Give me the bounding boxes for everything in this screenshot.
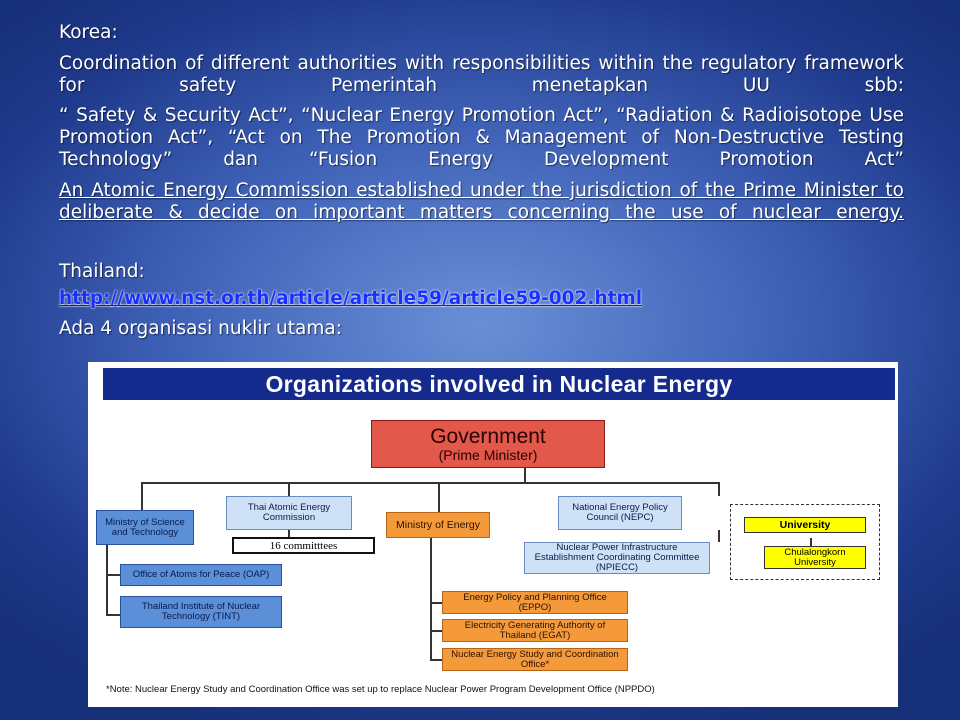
connector-line [141, 482, 143, 510]
thailand-intro: Ada 4 organisasi nuklir utama: [59, 318, 342, 339]
committees-box: 16 committtees [232, 537, 375, 554]
connector-line [106, 574, 120, 576]
thai-atomic-energy-commission-box: Thai Atomic Energy Commission [226, 496, 352, 530]
government-label: Government [430, 424, 546, 448]
government-box [371, 420, 605, 468]
egat-box: Electricity Generating Authority of Thailand (EGAT) [442, 619, 628, 642]
connector-line [718, 482, 720, 496]
connector-line [106, 614, 120, 616]
nepc-box: National Energy Policy Council (NEPC) [558, 496, 682, 530]
nesco-box: Nuclear Energy Study and Coordination Office* [442, 648, 628, 671]
prime-minister-label: (Prime Minister) [438, 446, 538, 463]
oap-box: Office of Atoms for Peace (OAP) [120, 564, 282, 586]
npiecc-box: Nuclear Power Infrastructure Establishment Coordinating Committee (NPIECC) [524, 542, 710, 574]
eppo-box: Energy Policy and Planning Office (EPPO) [442, 591, 628, 614]
connector-line [141, 482, 718, 484]
connector-line [430, 538, 432, 660]
nst-article-link[interactable]: http://www.nst.or.th/article/article59/article59-002.html [59, 288, 643, 309]
chulalongkorn-university-box: Chulalongkorn University [764, 546, 866, 569]
connector-line [438, 482, 440, 512]
korea-para-commission: An Atomic Energy Commission established under the jurisdiction of the Prime Minister to deliberate & decide on important matters concerning the use of nuclear energy. [59, 180, 904, 223]
korea-para-acts: “ Safety & Security Act”, “Nuclear Energy Promotion Act”, “Radiation & Radioisotope Use Promotion Act”, “Act on The Promotion & Management of Non-Destructive Testing Technology” dan “Fusion Energy Development Promotion Act” [59, 105, 904, 170]
thailand-link-row [59, 288, 904, 310]
connector-line [430, 602, 442, 604]
connector-line [288, 482, 290, 496]
ministry-science-technology-box: Ministry of Science and Technology [96, 510, 194, 545]
org-chart-note: *Note: Nuclear Energy Study and Coordination Office was set up to replace Nuclear Power Program Development Office (NPPDO) [106, 684, 655, 695]
connector-line [106, 545, 108, 615]
korea-heading: Korea: [59, 22, 118, 43]
thailand-heading: Thailand: [59, 261, 145, 282]
korea-para-coordination: Coordination of different authorities with responsibilities within the regulatory framework for safety Pemerintah menetapkan UU sbb: [59, 53, 904, 96]
ministry-energy-box: Ministry of Energy [386, 512, 490, 538]
university-box: University [744, 517, 866, 533]
connector-line [430, 659, 442, 661]
org-chart-title: Organizations involved in Nuclear Energy [103, 368, 895, 400]
org-chart [88, 362, 898, 707]
connector-line [430, 630, 442, 632]
connector-line [524, 468, 526, 483]
tint-box: Thailand Institute of Nuclear Technology (TINT) [120, 596, 282, 628]
connector-line [718, 530, 720, 542]
